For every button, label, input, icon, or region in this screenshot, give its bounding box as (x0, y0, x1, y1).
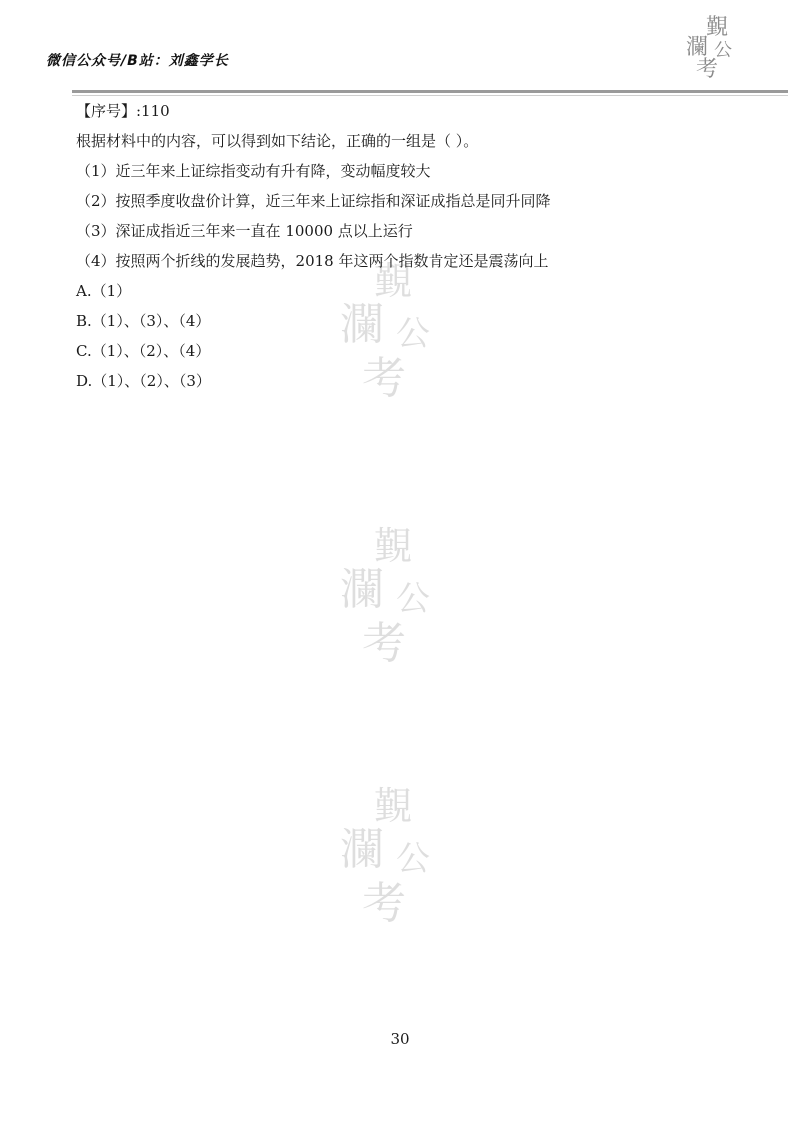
question-block (76, 96, 776, 396)
question-stem: 根据材料中的内容，可以得到如下结论，正确的一组是（ ）。 (76, 132, 479, 150)
watermark-char: 考 (362, 618, 406, 669)
statement-item: （2）按照季度收盘价计算，近三年来上证综指和深证成指总是同升同降 (76, 192, 551, 210)
watermark-char: 考 (362, 878, 406, 929)
brand-seal-logo (686, 10, 746, 82)
watermark-char: 瀾 (340, 824, 384, 875)
option-a: A.（1） (76, 282, 132, 300)
watermark-char: 公 (396, 839, 430, 879)
watermark-char: 瀾 (340, 564, 384, 615)
option-d: D.（1）、（2）、（3） (76, 372, 211, 390)
watermark-char: 覲 (374, 524, 413, 568)
option-c: C.（1）、（2）、（4） (76, 342, 211, 360)
statement-item: （1）近三年来上证综指变动有升有降，变动幅度较大 (76, 162, 431, 180)
logo-char: 覲 (706, 15, 729, 40)
logo-char: 考 (696, 57, 719, 82)
question-serial: 【序号】:110 (76, 102, 170, 120)
header-account-text: 微信公众号/B站：刘鑫学长 (46, 53, 229, 69)
watermark-char: 瀾 (340, 299, 384, 350)
watermark-char: 覲 (374, 784, 413, 828)
watermark (330, 775, 470, 929)
watermark-char: 覲 (374, 259, 413, 303)
statement-item: （3）深证成指近三年来一直在 10000 点以上运行 (76, 222, 413, 240)
statement-item: （4）按照两个折线的发展趋势，2018 年这两个指数肯定还是震荡向上 (76, 252, 549, 270)
header-divider (72, 90, 788, 93)
watermark-char: 公 (396, 314, 430, 354)
logo-char: 瀾 (686, 35, 709, 60)
watermark (330, 515, 470, 669)
watermark-char: 公 (396, 579, 430, 619)
option-b: B.（1）、（3）、（4） (76, 312, 211, 330)
page-number: 30 (390, 1030, 410, 1048)
logo-char: 公 (714, 40, 732, 61)
watermark-char: 考 (362, 353, 406, 404)
